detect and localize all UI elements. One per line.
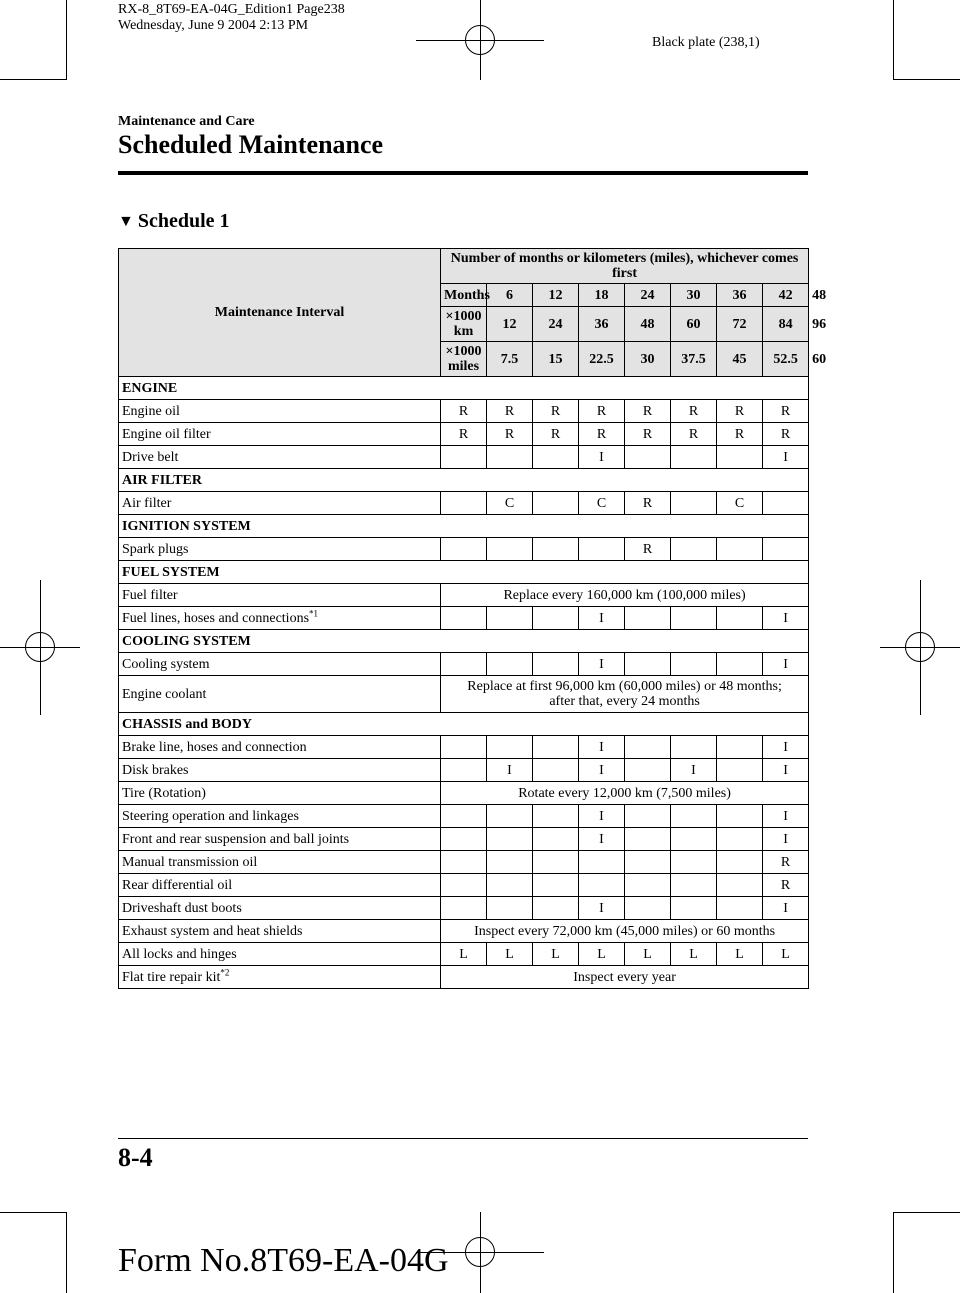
interval-value: 12	[533, 284, 579, 307]
schedule-cell	[487, 446, 533, 469]
item-label-text: Front and rear suspension and ball joints	[122, 831, 350, 847]
schedule-cell: I	[579, 446, 625, 469]
schedule-cell	[533, 805, 579, 828]
schedule-cell: R	[763, 874, 809, 897]
item-label	[119, 653, 441, 676]
schedule-cell: L	[671, 943, 717, 966]
schedule-cell	[441, 828, 487, 851]
schedule-cell: L	[533, 943, 579, 966]
item-label	[119, 966, 441, 989]
item-label	[119, 943, 441, 966]
category-row	[119, 377, 809, 400]
schedule-cell	[671, 828, 717, 851]
footnote-ref: *2	[220, 966, 230, 977]
item-label-text: Steering operation and linkages	[122, 808, 299, 824]
schedule-cell	[625, 607, 671, 630]
item-label-text: Spark plugs	[122, 541, 189, 557]
schedule-cell	[625, 759, 671, 782]
table-row	[119, 538, 809, 561]
schedule-cell: I	[579, 736, 625, 759]
item-label-text: Manual transmission oil	[122, 854, 258, 870]
interval-value: 48	[625, 307, 671, 342]
schedule-cell	[441, 607, 487, 630]
schedule-cell	[671, 492, 717, 515]
schedule-cell	[717, 653, 763, 676]
schedule-cell	[533, 874, 579, 897]
schedule-cell: R	[625, 400, 671, 423]
schedule-cell: I	[579, 759, 625, 782]
maintenance-schedule-table	[118, 248, 827, 989]
interval-unit-label: Months	[441, 284, 487, 307]
file-info: RX-8_8T69-EA-04G_Edition1 Page238	[118, 2, 345, 17]
schedule-cell: C	[717, 492, 763, 515]
category-row	[119, 561, 809, 584]
form-number: Form No.8T69-EA-04G	[118, 1242, 449, 1279]
schedule-cell	[533, 851, 579, 874]
schedule-cell	[441, 653, 487, 676]
schedule-cell	[717, 446, 763, 469]
schedule-cell	[671, 897, 717, 920]
schedule-cell: R	[671, 400, 717, 423]
table-row	[119, 676, 809, 713]
registration-mark	[25, 632, 55, 662]
schedule-cell: R	[717, 400, 763, 423]
schedule-cell	[579, 874, 625, 897]
footer-rule	[118, 1138, 808, 1139]
schedule-cell: I	[487, 759, 533, 782]
item-label	[119, 920, 441, 943]
schedule-cell	[625, 446, 671, 469]
table-row	[119, 782, 809, 805]
schedule-heading	[118, 210, 230, 233]
schedule-cell: R	[441, 400, 487, 423]
schedule-cell: R	[625, 538, 671, 561]
date-info: Wednesday, June 9 2004 2:13 PM	[118, 18, 309, 33]
category-row	[119, 713, 809, 736]
schedule-cell	[487, 828, 533, 851]
item-label-text: Fuel filter	[122, 587, 178, 603]
schedule-cell: R	[625, 492, 671, 515]
table-row	[119, 492, 809, 515]
note-text: Replace at first 96,000 km (60,000 miles) or 48 months;	[467, 679, 782, 694]
title-rule	[118, 171, 808, 175]
schedule-cell: R	[579, 400, 625, 423]
plate-info: Black plate (238,1)	[652, 35, 760, 50]
item-label	[119, 759, 441, 782]
interval-value: 15	[533, 342, 579, 377]
registration-mark	[905, 632, 935, 662]
interval-value: 72	[717, 307, 763, 342]
schedule-cell: I	[579, 897, 625, 920]
schedule-cell	[671, 874, 717, 897]
schedule-cell: I	[671, 759, 717, 782]
schedule-heading-text: Schedule 1	[137, 210, 230, 232]
schedule-cell	[533, 897, 579, 920]
category-row	[119, 630, 809, 653]
category-row	[119, 515, 809, 538]
schedule-cell	[487, 736, 533, 759]
interval-value: 42	[763, 284, 809, 307]
schedule-cell: I	[763, 446, 809, 469]
table-row	[119, 423, 809, 446]
item-label-text: Air filter	[122, 495, 172, 511]
schedule-note	[441, 966, 809, 989]
schedule-cell	[625, 851, 671, 874]
item-label-text: Cooling system	[122, 656, 210, 672]
schedule-cell	[717, 607, 763, 630]
schedule-cell: L	[625, 943, 671, 966]
interval-value: 6	[487, 284, 533, 307]
schedule-cell: I	[579, 805, 625, 828]
table-row	[119, 874, 809, 897]
interval-value: 84	[763, 307, 809, 342]
interval-value: 30	[625, 342, 671, 377]
schedule-cell	[625, 874, 671, 897]
schedule-cell	[441, 492, 487, 515]
schedule-cell: R	[487, 400, 533, 423]
item-label-text: Engine oil	[122, 403, 180, 419]
schedule-cell: R	[441, 423, 487, 446]
schedule-cell: R	[763, 400, 809, 423]
schedule-cell: R	[625, 423, 671, 446]
registration-mark	[465, 1237, 495, 1267]
schedule-cell	[763, 538, 809, 561]
schedule-cell: R	[533, 423, 579, 446]
schedule-cell	[533, 446, 579, 469]
table-row	[119, 805, 809, 828]
item-label-text: Brake line, hoses and connection	[122, 739, 307, 755]
schedule-cell	[533, 759, 579, 782]
schedule-cell	[441, 897, 487, 920]
schedule-cell	[671, 851, 717, 874]
schedule-cell: I	[579, 653, 625, 676]
schedule-cell: R	[717, 423, 763, 446]
item-label-text: Tire (Rotation)	[122, 785, 206, 801]
schedule-cell: L	[763, 943, 809, 966]
item-label-text: Exhaust system and heat shields	[122, 923, 303, 939]
table-row	[119, 851, 809, 874]
crop-mark	[893, 79, 960, 80]
schedule-cell	[533, 538, 579, 561]
table-row	[119, 736, 809, 759]
interval-unit-label: ×1000 km	[441, 307, 487, 342]
item-label	[119, 676, 441, 713]
crop-mark	[66, 0, 67, 80]
table-row	[119, 759, 809, 782]
table-row	[119, 653, 809, 676]
header-row: Months 6 12 18 24 30 36 42 48	[119, 284, 809, 307]
schedule-cell	[579, 851, 625, 874]
schedule-cell: I	[763, 759, 809, 782]
category-label: FUEL SYSTEM	[119, 561, 809, 584]
schedule-cell: C	[579, 492, 625, 515]
schedule-cell	[533, 828, 579, 851]
schedule-cell	[487, 653, 533, 676]
item-label	[119, 538, 441, 561]
item-label	[119, 782, 441, 805]
crop-mark	[893, 1212, 960, 1213]
header-row	[119, 249, 809, 284]
interval-value: 18	[579, 284, 625, 307]
schedule-cell	[671, 607, 717, 630]
item-label	[119, 851, 441, 874]
item-label-text: Engine oil filter	[122, 426, 211, 442]
schedule-cell	[671, 653, 717, 676]
schedule-cell	[671, 446, 717, 469]
interval-value: 22.5	[579, 342, 625, 377]
schedule-cell: R	[763, 423, 809, 446]
item-label-text: Rear differential oil	[122, 877, 233, 893]
schedule-cell: I	[579, 828, 625, 851]
schedule-cell	[671, 538, 717, 561]
note-text: Inspect every 72,000 km (45,000 miles) or 60 months	[474, 923, 776, 939]
schedule-cell	[441, 851, 487, 874]
category-label: CHASSIS and BODY	[119, 713, 809, 736]
table-row	[119, 400, 809, 423]
schedule-note	[441, 584, 809, 607]
schedule-cell	[717, 538, 763, 561]
triangle-icon: ▼	[118, 213, 134, 230]
item-label-text: Disk brakes	[122, 762, 189, 778]
schedule-cell	[717, 805, 763, 828]
schedule-cell	[533, 736, 579, 759]
schedule-cell: L	[441, 943, 487, 966]
category-label: AIR FILTER	[119, 469, 809, 492]
schedule-cell	[625, 897, 671, 920]
interval-value: 45	[717, 342, 763, 377]
schedule-cell: L	[579, 943, 625, 966]
crop-mark	[0, 1212, 66, 1213]
table-row	[119, 943, 809, 966]
registration-mark	[465, 25, 495, 55]
schedule-cell	[487, 607, 533, 630]
crop-mark	[0, 79, 66, 80]
table-row	[119, 828, 809, 851]
schedule-cell: I	[763, 828, 809, 851]
schedule-cell	[717, 897, 763, 920]
item-label	[119, 805, 441, 828]
header-row: ×1000 km 12 24 36 48 60 72 84 96	[119, 307, 809, 342]
schedule-cell	[487, 897, 533, 920]
note-text: Inspect every year	[573, 969, 676, 985]
item-label-text: Flat tire repair kit	[122, 969, 221, 985]
crop-mark	[893, 0, 894, 80]
schedule-cell: C	[487, 492, 533, 515]
table-row	[119, 607, 809, 630]
page-number: 8-4	[118, 1143, 153, 1172]
interval-value: 52.5	[763, 342, 809, 377]
item-label	[119, 828, 441, 851]
note-text: Rotate every 12,000 km (7,500 miles)	[518, 785, 731, 801]
interval-value: 30	[671, 284, 717, 307]
table-row	[119, 897, 809, 920]
schedule-note	[441, 920, 809, 943]
category-label: IGNITION SYSTEM	[119, 515, 809, 538]
schedule-cell	[579, 538, 625, 561]
schedule-cell: R	[533, 400, 579, 423]
schedule-cell	[487, 805, 533, 828]
item-label	[119, 492, 441, 515]
schedule-cell: I	[763, 736, 809, 759]
page-title: Scheduled Maintenance	[118, 130, 384, 159]
interval-value: 7.5	[487, 342, 533, 377]
schedule-note	[441, 782, 809, 805]
category-row	[119, 469, 809, 492]
item-label	[119, 400, 441, 423]
interval-value: 24	[533, 307, 579, 342]
category-label: COOLING SYSTEM	[119, 630, 809, 653]
schedule-cell: I	[763, 607, 809, 630]
item-label	[119, 446, 441, 469]
item-label-text: Fuel lines, hoses and connections	[122, 610, 310, 626]
schedule-cell: R	[671, 423, 717, 446]
schedule-cell	[441, 759, 487, 782]
schedule-cell	[717, 759, 763, 782]
item-label	[119, 897, 441, 920]
schedule-cell	[763, 492, 809, 515]
schedule-cell	[625, 805, 671, 828]
footnote-ref: *1	[309, 607, 319, 618]
schedule-cell: I	[763, 805, 809, 828]
schedule-cell	[625, 736, 671, 759]
interval-value: 37.5	[671, 342, 717, 377]
interval-value: 24	[625, 284, 671, 307]
schedule-cell	[487, 874, 533, 897]
schedule-cell	[717, 736, 763, 759]
schedule-cell: R	[579, 423, 625, 446]
schedule-cell	[717, 851, 763, 874]
schedule-cell: I	[579, 607, 625, 630]
schedule-cell	[441, 736, 487, 759]
schedule-cell: I	[763, 897, 809, 920]
section-label: Maintenance and Care	[118, 114, 255, 129]
table-row	[119, 966, 809, 989]
note-text: Replace every 160,000 km (100,000 miles)	[503, 587, 746, 603]
item-label-text: Engine coolant	[122, 686, 207, 702]
schedule-cell	[441, 805, 487, 828]
schedule-cell	[671, 805, 717, 828]
item-label	[119, 584, 441, 607]
interval-value: 60	[671, 307, 717, 342]
item-label-text: Drive belt	[122, 449, 179, 465]
header-row: ×1000 miles 7.5 15 22.5 30 37.5 45 52.5 60	[119, 342, 809, 377]
schedule-cell	[717, 874, 763, 897]
item-label	[119, 607, 441, 630]
schedule-cell: I	[763, 653, 809, 676]
schedule-cell	[441, 446, 487, 469]
schedule-cell	[533, 607, 579, 630]
schedule-cell: R	[763, 851, 809, 874]
schedule-cell	[441, 538, 487, 561]
schedule-cell	[625, 828, 671, 851]
schedule-cell: R	[487, 423, 533, 446]
interval-value: 12	[487, 307, 533, 342]
category-label: ENGINE	[119, 377, 809, 400]
table-row	[119, 584, 809, 607]
schedule-note	[441, 676, 809, 713]
schedule-cell: L	[717, 943, 763, 966]
item-label-text: Driveshaft dust boots	[122, 900, 242, 916]
table-row	[119, 446, 809, 469]
interval-label: Maintenance Interval	[119, 249, 441, 377]
table-body	[119, 249, 827, 989]
schedule-cell	[487, 538, 533, 561]
schedule-cell: L	[487, 943, 533, 966]
crop-mark	[66, 1212, 67, 1293]
schedule-cell	[441, 874, 487, 897]
schedule-cell	[625, 653, 671, 676]
schedule-cell	[533, 492, 579, 515]
interval-value: 36	[717, 284, 763, 307]
crop-mark	[893, 1212, 894, 1293]
schedule-cell	[487, 851, 533, 874]
item-label	[119, 736, 441, 759]
schedule-cell	[671, 736, 717, 759]
interval-unit-label: ×1000 miles	[441, 342, 487, 377]
interval-value: 36	[579, 307, 625, 342]
schedule-cell	[717, 828, 763, 851]
item-label	[119, 874, 441, 897]
span-header: Number of months or kilometers (miles), whichever comes first	[441, 249, 809, 284]
note-text: after that, every 24 months	[549, 694, 700, 709]
table-row	[119, 920, 809, 943]
item-label-text: All locks and hinges	[122, 946, 237, 962]
item-label	[119, 423, 441, 446]
schedule-cell	[533, 653, 579, 676]
